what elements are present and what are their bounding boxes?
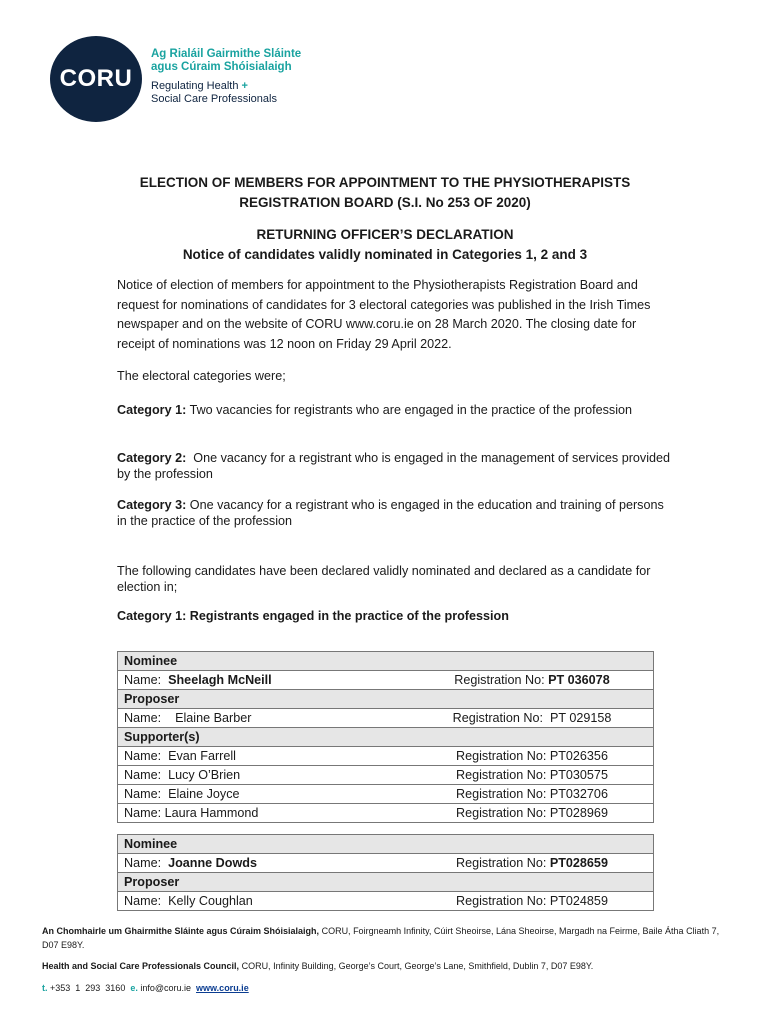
candidate-table-1 (117, 651, 654, 823)
reg-prefix: Registration No: (454, 673, 549, 687)
proposer-name: Name: Kelly Coughlan (118, 892, 412, 911)
table-row (118, 854, 654, 873)
phone-label: t. (42, 983, 48, 993)
nominee-name (118, 854, 412, 873)
table-row (118, 892, 654, 911)
supporter-registration: Registration No: PT030575 (411, 766, 654, 785)
nominee-name (118, 671, 412, 690)
footer-english-address (42, 959, 732, 973)
proposer-name: Name: Elaine Barber (118, 709, 412, 728)
proposer-header: Proposer (118, 690, 654, 709)
declared-paragraph: The following candidates have been declared validly nominated and declared as a candidate for election in; (117, 564, 651, 594)
category-2-description (117, 450, 677, 482)
category-3-text: One vacancy for a registrant who is engaged in the education and training of persons in the practice of the profession (117, 498, 664, 528)
website-link[interactable]: www.coru.ie (196, 983, 249, 993)
coru-logo (50, 36, 330, 116)
supporter-registration: Registration No: PT028969 (411, 804, 654, 823)
supporters-header: Supporter(s) (118, 728, 654, 747)
category-1-label: Category 1: (117, 403, 187, 417)
supporter-name: Name: Evan Farrell (118, 747, 412, 766)
categories-intro: The electoral categories were; (117, 369, 286, 383)
supporter-registration: Registration No: PT032706 (411, 785, 654, 804)
footer-contact (42, 981, 249, 995)
table-row (118, 766, 654, 785)
logo-plus: + (241, 80, 248, 92)
proposer-registration: Registration No: PT024859 (411, 892, 654, 911)
intro-paragraph: Notice of election of members for appointment to the Physiotherapists Registration Board and request for nominations of candidates for 3 electoral categories was published in the Irish Times newspaper and on the website of CORU www.coru.ie on 28 March 2020. The closing date for receipt of nominations was 12 noon on Friday 29 April 2022. (117, 278, 651, 351)
nominee-name-value: Joanne Dowds (168, 856, 257, 870)
footer-english-council: Health and Social Care Professionals Council, (42, 961, 240, 971)
table-row (118, 747, 654, 766)
table-row (118, 671, 654, 690)
logo-english-tagline (151, 80, 351, 106)
logo-english-line2: Social Care Professionals (151, 93, 277, 105)
category-1-description (117, 402, 677, 418)
nominee-reg-value: PT 036078 (548, 673, 610, 687)
table-row (118, 804, 654, 823)
supporter-name: Name: Elaine Joyce (118, 785, 412, 804)
footer-irish-council: An Chomhairle um Ghairmithe Sláinte agus Cúraim Shóisialaigh, (42, 926, 320, 936)
supporter-name: Name: Laura Hammond (118, 804, 412, 823)
table-row (118, 785, 654, 804)
category-2-label: Category 2: (117, 451, 187, 465)
logo-irish-line2: agus Cúraim Shóisialaigh (151, 61, 292, 73)
name-prefix: Name: (124, 673, 169, 687)
candidate-table-2 (117, 834, 654, 911)
category-1-heading: Category 1: Registrants engaged in the practice of the profession (117, 609, 509, 623)
title-line1: ELECTION OF MEMBERS FOR APPOINTMENT TO THE PHYSIOTHERAPISTS (139, 175, 631, 190)
footer-irish-rest: CORU, Foirgneamh Infinity, Cúirt Sheoirse, Lána Sheoirse, Margadh na Feirme, Baile Átha Cliath 7, D07 E98Y. (42, 926, 720, 950)
nominee-registration (411, 854, 654, 873)
logo-irish-tagline (151, 48, 351, 74)
footer-english-rest: CORU, Infinity Building, George’s Court, George’s Lane, Smithfield, Dublin 7, D07 E98Y. (239, 961, 594, 971)
document-title (60, 173, 710, 213)
logo-irish-line1: Ag Rialáil Gairmithe Sláinte (151, 48, 302, 60)
declaration-line1: RETURNING OFFICER’S DECLARATION (256, 227, 514, 242)
title-line2: REGISTRATION BOARD (S.I. No 253 OF 2020) (239, 195, 531, 210)
email-label: e. (130, 983, 138, 993)
nominee-registration (411, 671, 654, 690)
logo-english-line1: Regulating Health (151, 80, 239, 92)
declaration-heading (60, 225, 710, 265)
category-1-text: Two vacancies for registrants who are engaged in the practice of the profession (186, 403, 632, 417)
proposer-registration: Registration No: PT 029158 (411, 709, 654, 728)
nominee-header: Nominee (118, 652, 654, 671)
proposer-header: Proposer (118, 873, 654, 892)
category-3-description (117, 497, 677, 529)
category-3-label: Category 3: (117, 498, 187, 512)
table-row (118, 709, 654, 728)
coru-logo-mark: CORU (50, 36, 142, 122)
reg-prefix: Registration No: (456, 856, 550, 870)
category-2-text: One vacancy for a registrant who is engaged in the management of services provided by the profession (117, 451, 674, 481)
name-prefix: Name: (124, 856, 169, 870)
email-address[interactable]: info@coru.ie (137, 983, 197, 993)
nominee-header: Nominee (118, 835, 654, 854)
declaration-line2: Notice of candidates validly nominated in Categories 1, 2 and 3 (182, 247, 588, 262)
supporter-registration: Registration No: PT026356 (411, 747, 654, 766)
phone-number: +353 1 293 3160 (47, 983, 131, 993)
footer-irish-address (42, 924, 732, 952)
nominee-name-value: Sheelagh McNeill (168, 673, 272, 687)
supporter-name: Name: Lucy O’Brien (118, 766, 412, 785)
nominee-reg-value: PT028659 (549, 856, 608, 870)
